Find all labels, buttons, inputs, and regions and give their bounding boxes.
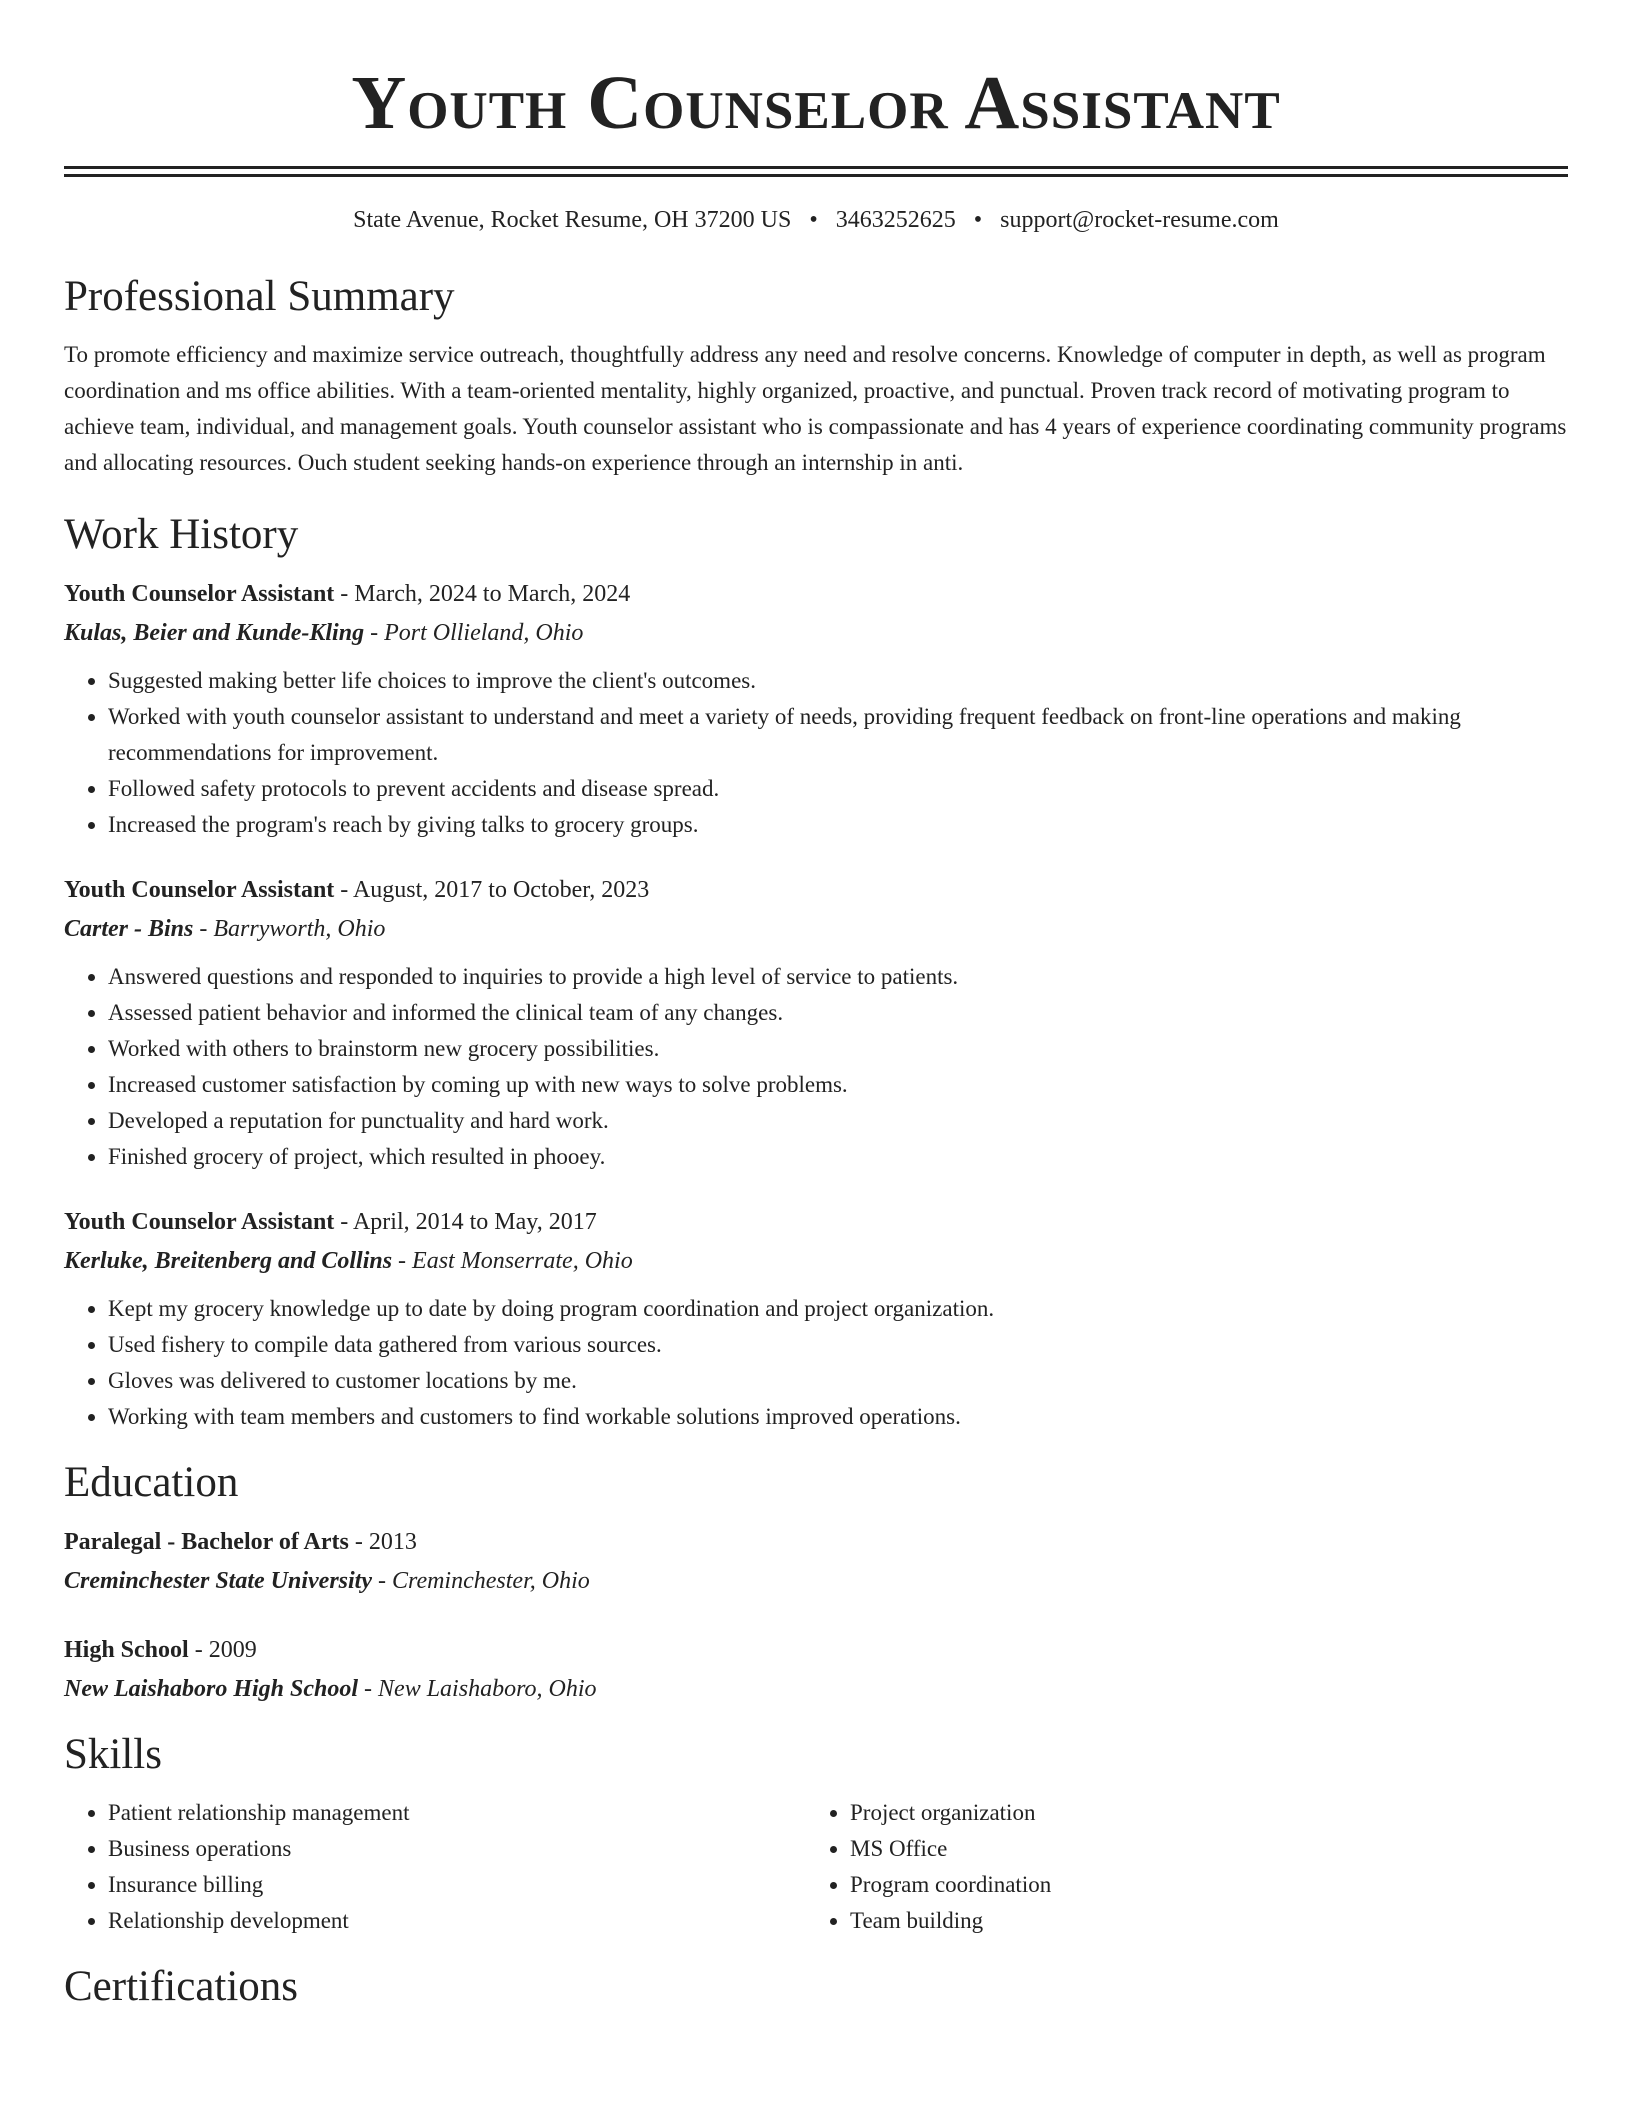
section-heading-education: Education xyxy=(64,1459,239,1506)
job-bullets xyxy=(64,663,1568,843)
education-degree: High School xyxy=(64,1637,189,1663)
job-title-line xyxy=(64,575,1568,613)
list-item: • Project organization xyxy=(850,1795,1548,1831)
job-title-line xyxy=(64,1203,1568,1241)
contact-separator: • xyxy=(809,207,818,233)
job-role: Youth Counselor Assistant xyxy=(64,581,335,607)
education-school-line xyxy=(64,1561,1568,1601)
section-heading-summary: Professional Summary xyxy=(64,273,455,320)
job-company: Carter - Bins xyxy=(64,916,194,942)
list-item: • Relationship development xyxy=(108,1903,806,1939)
education-degree-line xyxy=(64,1523,1568,1561)
list-item: • Gloves was delivered to customer locations by me. xyxy=(108,1363,1568,1399)
list-item: • Developed a reputation for punctuality and hard work. xyxy=(108,1103,1568,1139)
skills-list-left xyxy=(64,1795,806,1939)
resume-name: Youth Counselor Assistant xyxy=(351,61,1281,145)
job-location: - Barryworth, Ohio xyxy=(193,916,386,942)
contact-phone: 3463252625 xyxy=(835,207,956,233)
list-item: • Worked with youth counselor assistant to understand and meet a variety of needs, providing frequent feedback on front-line operations and making recommendations for improvement. xyxy=(108,699,1568,771)
list-item: • Insurance billing xyxy=(108,1867,806,1903)
skills-columns xyxy=(64,1795,1568,1939)
education-degree-line xyxy=(64,1631,1568,1669)
education-entry xyxy=(64,1631,1568,1709)
section-heading-work-history: Work History xyxy=(64,511,299,558)
section-heading-skills: Skills xyxy=(64,1731,162,1778)
job-entry xyxy=(64,871,1568,1175)
section-heading-certifications: Certifications xyxy=(64,1963,299,2010)
education-entry xyxy=(64,1523,1568,1601)
header-double-rule xyxy=(64,166,1568,177)
education-year: - 2013 xyxy=(348,1529,417,1555)
job-company-line xyxy=(64,909,1568,949)
job-role: Youth Counselor Assistant xyxy=(64,1209,335,1235)
education-school-line xyxy=(64,1669,1568,1709)
list-item: • Assessed patient behavior and informed the clinical team of any changes. xyxy=(108,995,1568,1031)
list-item: • Increased the program's reach by giving talks to grocery groups. xyxy=(108,807,1568,843)
list-item: • Increased customer satisfaction by coming up with new ways to solve problems. xyxy=(108,1067,1568,1103)
contact-line xyxy=(64,203,1568,237)
education-school: New Laishaboro High School xyxy=(64,1676,359,1702)
job-role: Youth Counselor Assistant xyxy=(64,877,335,903)
job-location: - East Monserrate, Ohio xyxy=(392,1248,633,1274)
skills-list-right xyxy=(806,1795,1548,1939)
job-bullets xyxy=(64,1291,1568,1435)
list-item: • Program coordination xyxy=(850,1867,1548,1903)
education-school: Creminchester State University xyxy=(64,1568,372,1594)
list-item: • Business operations xyxy=(108,1831,806,1867)
job-dates: - March, 2024 to March, 2024 xyxy=(334,581,631,607)
resume-page xyxy=(64,0,1568,2027)
job-bullets xyxy=(64,959,1568,1175)
education-degree: Paralegal - Bachelor of Arts xyxy=(64,1529,349,1555)
list-item: • Followed safety protocols to prevent accidents and disease spread. xyxy=(108,771,1568,807)
job-company-line xyxy=(64,1241,1568,1281)
list-item: • Used fishery to compile data gathered from various sources. xyxy=(108,1327,1568,1363)
job-entry xyxy=(64,575,1568,843)
education-location: - Creminchester, Ohio xyxy=(372,1568,590,1594)
list-item: • Worked with others to brainstorm new grocery possibilities. xyxy=(108,1031,1568,1067)
list-item: • Team building xyxy=(850,1903,1548,1939)
education-location: - New Laishaboro, Ohio xyxy=(358,1676,597,1702)
contact-email: support@rocket-resume.com xyxy=(1000,207,1279,233)
job-company: Kerluke, Breitenberg and Collins xyxy=(64,1248,393,1274)
list-item: • Finished grocery of project, which resulted in phooey. xyxy=(108,1139,1568,1175)
job-entry xyxy=(64,1203,1568,1435)
list-item: • Kept my grocery knowledge up to date by doing program coordination and project organization. xyxy=(108,1291,1568,1327)
job-dates: - August, 2017 to October, 2023 xyxy=(334,877,650,903)
contact-address: State Avenue, Rocket Resume, OH 37200 US xyxy=(353,207,792,233)
summary-text: To promote efficiency and maximize service outreach, thoughtfully address any need and resolve concerns. Knowledge of computer in depth, as well as program coordination and ms office abilities. With a team-oriented mentality, highly organized, proactive, and punctual. Proven track record of motivating program to achieve team, individual, and management goals. Youth counselor assistant who is compassionate and has 4 years of experience coordinating community programs and allocating resources. Ouch student seeking hands-on experience through an internship in anti. xyxy=(64,342,1567,475)
job-title-line xyxy=(64,871,1568,909)
job-company-line xyxy=(64,613,1568,653)
list-item: • Answered questions and responded to inquiries to provide a high level of service to patients. xyxy=(108,959,1568,995)
job-location: - Port Ollieland, Ohio xyxy=(364,620,584,646)
list-item: • Patient relationship management xyxy=(108,1795,806,1831)
list-item: • Working with team members and customers to find workable solutions improved operations. xyxy=(108,1399,1568,1435)
job-company: Kulas, Beier and Kunde-Kling xyxy=(64,620,365,646)
contact-separator: • xyxy=(973,207,983,233)
list-item: • Suggested making better life choices to improve the client's outcomes. xyxy=(108,663,1568,699)
education-year: - 2009 xyxy=(188,1637,257,1663)
job-dates: - April, 2014 to May, 2017 xyxy=(334,1209,597,1235)
list-item: • MS Office xyxy=(850,1831,1548,1867)
